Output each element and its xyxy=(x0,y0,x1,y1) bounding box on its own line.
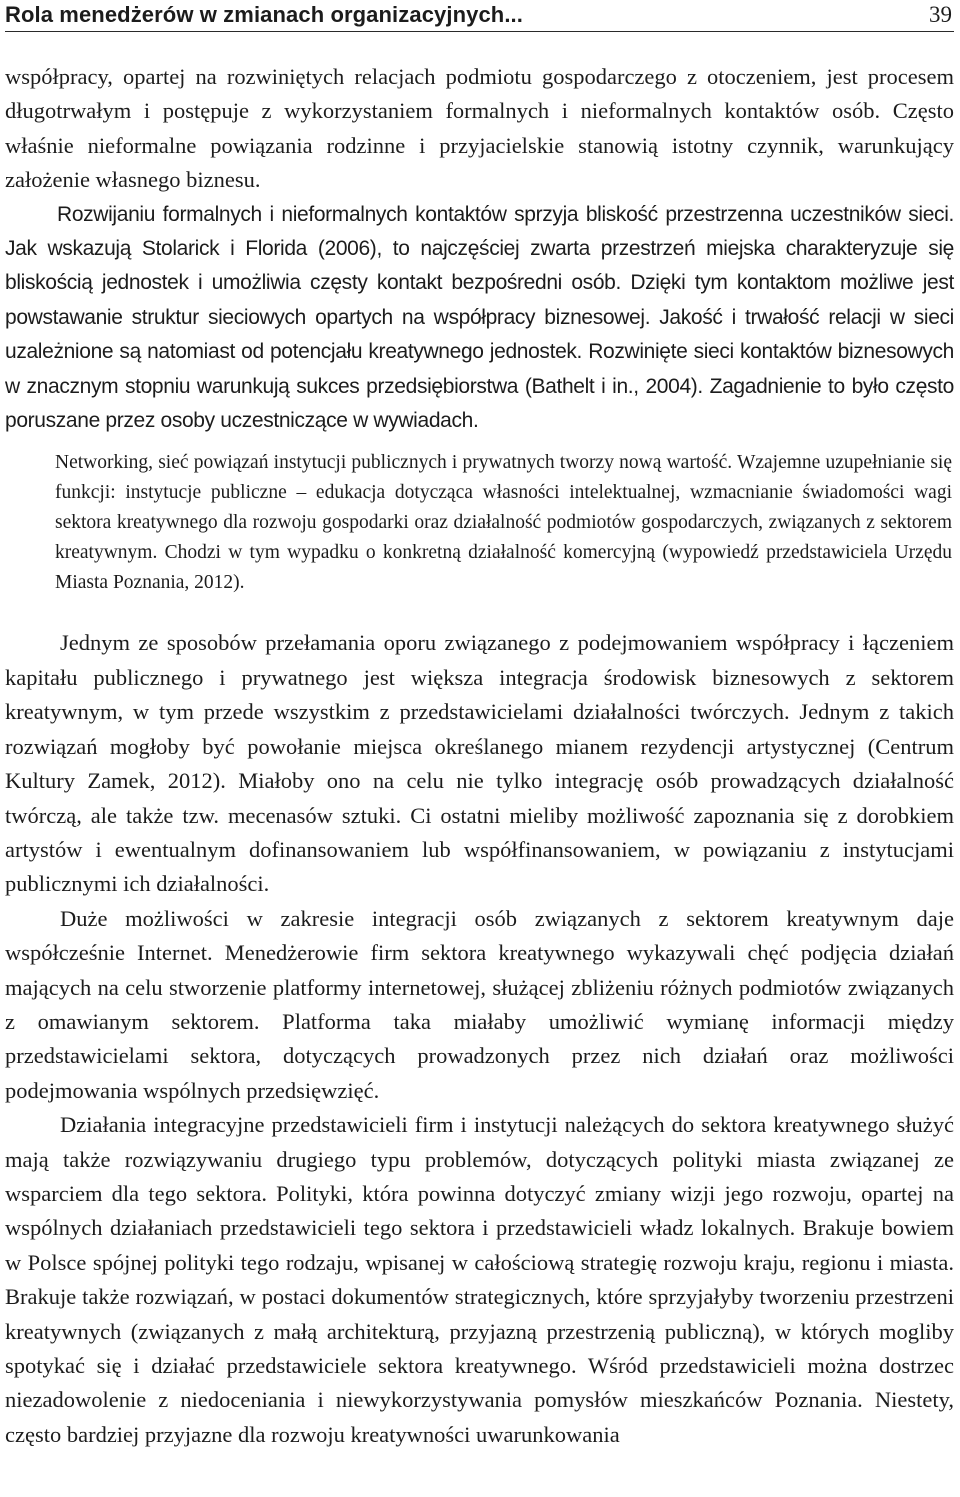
paragraph-policy: Działania integracyjne przedstawicieli firm i instytucji należących do sektora kreatywnego służyć mają także rozwiązywaniu drugiego typu problemów, dotyczących polityki miasta związanej ze wsparciem dla tego sektora. Polityki, która powinna dotyczyć zmiany wizji jego rozwoju, opartej na wspólnych działaniach przedstawicieli tego sektora i przedstawicieli władz lokalnych. Brakuje bowiem w Polsce spójnej polityki tego rodzaju, wpisanej w całościową strategię rozwoju kraju, regionu i miasta. Brakuje także rozwiązań, w postaci dokumentów strategicznych, które sprzyjałyby tworzeniu przestrzeni kreatywnych (związanych z małą architekturą, przyjazną przestrzenią publiczną), w których mogliby spotykać się i działać przedstawiciele sektora kreatywnego. Wśród przedstawicieli można dostrzec niezadowolenie z niedoceniania i niewykorzystywania pomysłów mieszkańców Poznania. Niestety, często bardziej przyjazne dla rozwoju kreatywności uwarunkowania xyxy=(5,1112,954,1447)
paragraph-proximity: Rozwijaniu formalnych i nieformalnych kontaktów sprzyja bliskość przestrzenna uczestników sieci. Jak wskazują Stolarick i Florida (2006), to najczęściej zwarta przestrzeń miejska charakteryzuje się bliskością jednostek i umożliwia częsty kontakt bezpośredni osób. Dzięki tym kontaktom możliwe jest powstawanie struktur sieciowych opartych na współpracy biznesowej. Jakość i trwałość relacji w sieci uzależnione są natomiast od potencjału kreatywnego jednostek. Rozwinięte sieci kontaktów biznesowych w znacznym stopniu warunkują sukces przedsiębiorstwa (Bathelt i in., 2004). Zagadnienie to było często poruszane przez osoby uczestniczące w wywiadach. xyxy=(5,202,954,433)
body-text-after-quote xyxy=(5,626,954,1452)
running-header xyxy=(5,0,954,32)
page-number: 39 xyxy=(929,2,952,27)
paragraph-continued: współpracy, opartej na rozwiniętych relacjach podmiotu gospodarczego z otoczeniem, jest procesem długotrwałym i postępuje z wykorzystaniem formalnych i nieformalnych kontaktów osób. Często właśnie nieformalne powiązania rodzinne i przyjacielskie stanowią istotny czynnik, warunkujący założenie własnego biznesu. xyxy=(5,64,954,193)
paragraph-internet: Duże możliwości w zakresie integracji osób związanych z sektorem kreatywnym daje współcześnie Internet. Menedżerowie firm sektora kreatywnego wykazywali chęć podjęcia działań mających na celu stworzenie platformy internetowej, służącej zbliżeniu różnych podmiotów związanych z omawianym sektorem. Platforma taka miałaby umożliwić wymianę informacji między przedstawicielami sektora, dotyczących prowadzonych przez nich działań oraz możliwości podejmowania wspólnych przedsięwzięć. xyxy=(5,905,954,1103)
paragraph-integration: Jednym ze sposobów przełamania oporu związanego z podejmowaniem współpracy i łączeniem kapitału publicznego i prywatnego jest większa integracja środowisk biznesowych z sektorem kreatywnym, w tym przede wszystkim z przedstawicielami działalności twórczych. Jednym z takich rozwiązań mogłoby być powołanie miejsca określanego mianem rezydencji artystycznej (Centrum Kultury Zamek, 2012). Miałoby ono na celu nie tylko integrację osób prowadzących działalność twórczą, ale także tzw. mecenasów sztuki. Ci ostatni mieliby możliwość zapoznania się z dorobkiem artystów i ewentualnym dofinansowaniem lub współfinansowaniem, w powiązaniu z instytucjami publicznymi ich działalności. xyxy=(5,630,954,897)
interview-quote: Networking, sieć powiązań instytucji publicznych i prywatnych tworzy nową wartość. Wzajemne uzupełnianie się funkcji: instytucje publiczne – edukacja dotycząca własności intelektualnej, wzmacnianie świadomości wagi sektora kreatywnego dla rozwoju gospodarki oraz działalność podmiotów gospodarczych, związanych z sektorem kreatywnym. Chodzi w tym wypadku o konkretną działalność komercyjną (wypowiedź przedstawiciela Urzędu Miasta Poznania, 2012). xyxy=(55,452,952,594)
body-text xyxy=(5,60,954,1452)
chapter-title: Rola menedżerów w zmianach organizacyjnych... xyxy=(5,2,523,27)
